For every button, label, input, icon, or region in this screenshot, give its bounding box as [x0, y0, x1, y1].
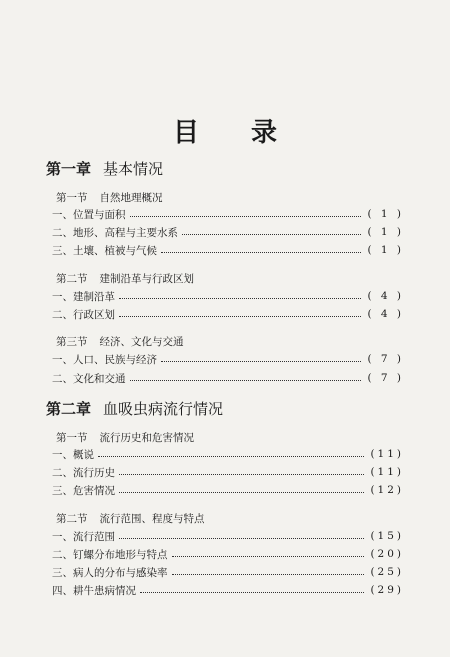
entry-text: 一、人口、民族与经济 [52, 353, 157, 366]
page-number: ( 1 ) [367, 226, 404, 238]
page-number: (29) [370, 584, 404, 596]
section-name: 自然地理概况 [99, 192, 163, 204]
dot-leader [119, 537, 364, 539]
page-number: (11) [370, 466, 404, 478]
entry-text: 二、地形、高程与主要水系 [52, 226, 178, 239]
page-number: (20) [370, 548, 404, 560]
entry-text: 三、病人的分布与感染率 [52, 566, 168, 579]
dot-leader [161, 360, 361, 362]
page-number: (25) [370, 566, 404, 578]
section-name: 经济、文化与交通 [99, 336, 184, 348]
entry-text: 三、土壤、植被与气候 [52, 244, 157, 257]
section-number: 第二节 [56, 273, 88, 285]
dot-leader [98, 455, 364, 457]
toc-entry[interactable] [52, 207, 404, 221]
section-name: 流行范围、程度与特点 [99, 513, 205, 525]
title-char: 目 [172, 118, 199, 148]
dot-leader [130, 215, 362, 217]
entry-text: 二、钉螺分布地形与特点 [52, 548, 168, 561]
chapter-heading [46, 158, 163, 179]
entry-text: 二、文化和交通 [52, 372, 126, 385]
page-number: ( 1 ) [367, 244, 404, 256]
toc-entry[interactable] [52, 307, 404, 321]
toc-entry[interactable] [52, 583, 404, 597]
entry-text: 二、流行历史 [52, 466, 115, 479]
dot-leader [161, 251, 361, 253]
section-number: 第二节 [56, 513, 88, 525]
dot-leader [119, 315, 361, 317]
section-heading [56, 511, 205, 526]
dot-leader [182, 233, 361, 235]
entry-text: 三、危害情况 [52, 484, 115, 497]
chapter-name: 血吸虫病流行情况 [103, 400, 224, 418]
toc-entry[interactable] [52, 465, 404, 479]
page-number: (12) [370, 484, 404, 496]
entry-text: 四、耕牛患病情况 [52, 584, 136, 597]
page-number: ( 1 ) [367, 208, 404, 220]
page-number: ( 4 ) [367, 308, 404, 320]
dot-leader [172, 555, 365, 557]
toc-entry[interactable] [52, 371, 404, 385]
section-heading [56, 271, 194, 286]
title-char: 录 [251, 118, 278, 148]
section-number: 第一节 [56, 432, 88, 444]
page-number: (11) [370, 448, 404, 460]
dot-leader [140, 591, 364, 593]
chapter-number: 第二章 [46, 400, 92, 418]
dot-leader [130, 379, 362, 381]
section-number: 第三节 [56, 336, 88, 348]
section-heading [56, 190, 163, 205]
section-name: 建制沿革与行政区划 [99, 273, 194, 285]
page-number: ( 7 ) [367, 353, 404, 365]
toc-entry[interactable] [52, 225, 404, 239]
dot-leader [119, 297, 361, 299]
dot-leader [119, 473, 364, 475]
toc-entry[interactable] [52, 483, 404, 497]
page-title [0, 112, 450, 149]
dot-leader [119, 491, 364, 493]
page-number: ( 7 ) [367, 372, 404, 384]
toc-entry[interactable] [52, 447, 404, 461]
toc-entry[interactable] [52, 529, 404, 543]
chapter-heading [46, 398, 223, 419]
toc-entry[interactable] [52, 289, 404, 303]
toc-entry[interactable] [52, 352, 404, 366]
page-number: ( 4 ) [367, 290, 404, 302]
page-number: (15) [370, 530, 404, 542]
section-heading [56, 334, 184, 349]
section-heading [56, 430, 194, 445]
entry-text: 一、流行范围 [52, 530, 115, 543]
toc-entry[interactable] [52, 565, 404, 579]
dot-leader [172, 573, 365, 575]
section-name: 流行历史和危害情况 [99, 432, 194, 444]
entry-text: 一、位置与面积 [52, 208, 126, 221]
chapter-number: 第一章 [46, 160, 92, 178]
toc-entry[interactable] [52, 243, 404, 257]
entry-text: 一、概说 [52, 448, 94, 461]
toc-entry[interactable] [52, 547, 404, 561]
entry-text: 一、建制沿革 [52, 290, 115, 303]
entry-text: 二、行政区划 [52, 308, 115, 321]
chapter-name: 基本情况 [103, 160, 164, 178]
section-number: 第一节 [56, 192, 88, 204]
